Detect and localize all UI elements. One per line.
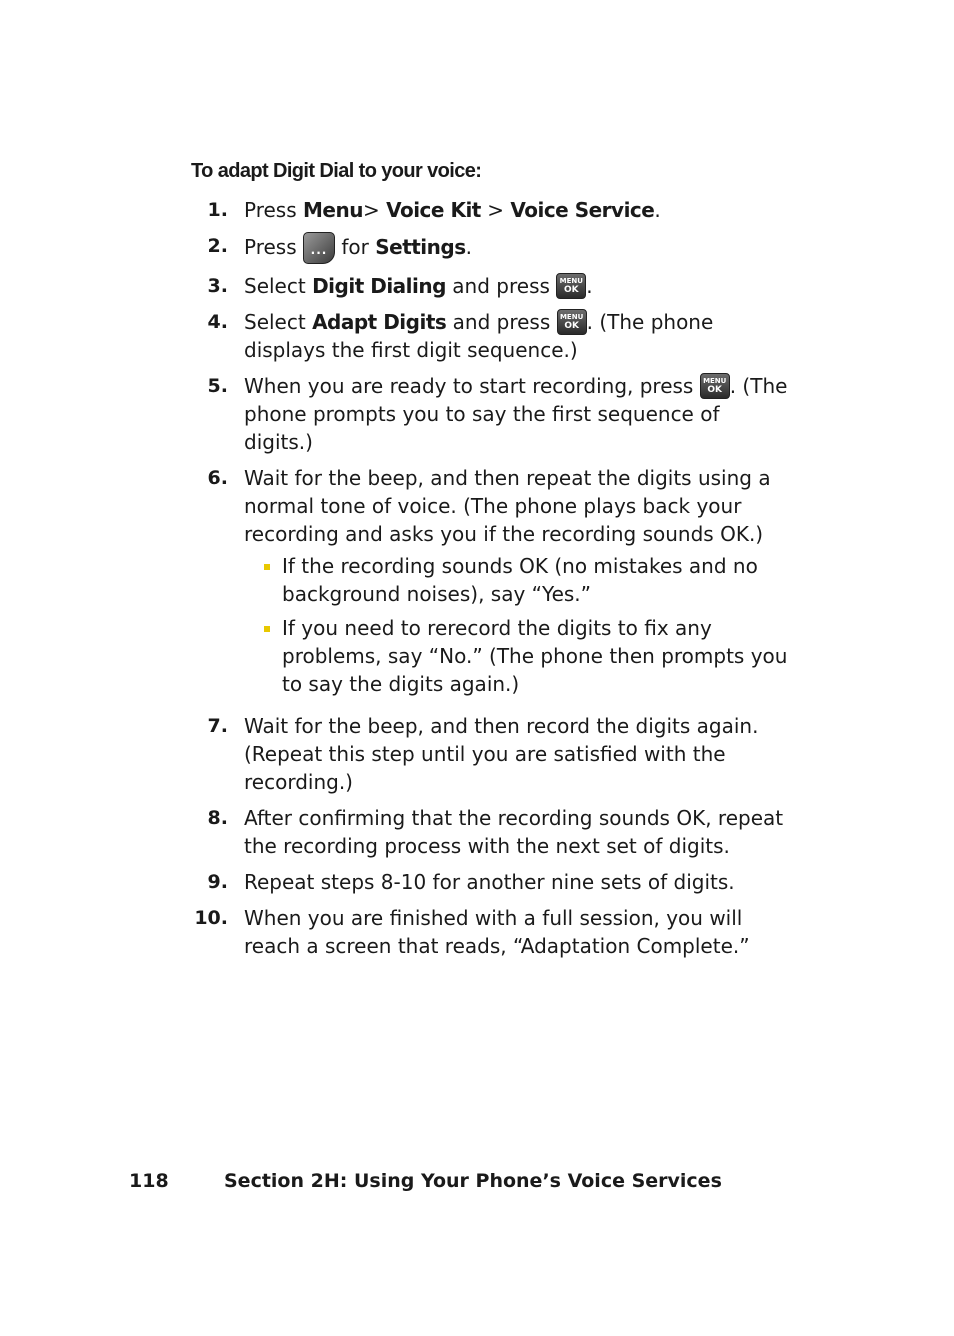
step-4 [190,308,790,364]
text: Wait for the beep, and then repeat the digits using a normal tone of voice. (The phone plays back your recording and asks you if the recording sounds OK.) [244,466,771,546]
step-number: 5. [207,375,228,397]
step-text: Wait for the beep, and then record the digits again. (Repeat this step until you are satisfied with the recording.) [244,714,759,794]
text: Select [244,274,313,298]
step-number: 6. [207,467,228,489]
key-label: MENU [703,377,727,385]
text: for [335,235,376,259]
menu-ok-key-icon [700,373,730,399]
step-7 [190,712,790,796]
key-label: OK [707,385,723,395]
text: . [586,274,593,298]
sub-bullet-list [244,552,789,698]
softkey-dots: ··· [310,246,328,260]
voice-service-label: Voice Service [510,198,655,222]
sub-bullet-text: If the recording sounds OK (no mistakes and no background noises), say “Yes.” [282,554,758,606]
text: and press [445,274,557,298]
sub-bullet [244,552,789,608]
sub-bullet-text: If you need to rerecord the digits to fix any problems, say “No.” (The phone then prompts you to say the digits again.) [282,616,788,696]
procedure-heading: To adapt Digit Dial to your voice: [191,160,482,182]
digit-dialing-label: Digit Dialing [312,274,446,298]
step-number: 1. [207,199,228,221]
step-text [244,464,789,704]
text: Select [244,310,313,334]
step-number: 8. [207,807,228,829]
menu-label: Menu [303,198,363,222]
text: . (The phone prompts you to say the first sequence of digits.) [244,374,788,454]
step-text: When you are finished with a full session, you will reach a screen that reads, “Adaptation Complete.” [244,906,750,958]
text: > [362,198,387,222]
text: and press [446,310,557,334]
text: . (The phone displays the first digit sequence.) [244,310,714,362]
text: > [480,198,511,222]
settings-label: Settings [375,235,466,259]
text: Press [244,198,303,222]
step-2 [190,232,790,264]
step-number: 4. [207,311,228,333]
bullet-icon [264,626,270,632]
voice-kit-label: Voice Kit [386,198,481,222]
step-text [244,372,789,456]
step-number: 2. [207,235,228,257]
step-6 [190,464,790,704]
step-1 [190,196,790,224]
step-5 [190,372,790,456]
key-label: OK [563,285,579,295]
step-3 [190,272,790,300]
key-label: MENU [559,313,584,321]
page-footer [129,1170,722,1192]
steps-list [190,196,790,968]
step-8 [190,804,790,860]
menu-ok-key-icon [556,273,586,299]
step-10 [190,904,790,960]
step-text: Repeat steps 8-10 for another nine sets of digits. [244,870,735,894]
page-number: 118 [129,1170,169,1192]
key-label: MENU [559,277,583,285]
step-number: 10. [194,907,228,929]
sub-bullet [244,614,789,698]
text: . [465,235,472,259]
step-text: After confirming that the recording sounds OK, repeat the recording process with the next set of digits. [244,806,784,858]
softkey-icon [303,232,335,264]
step-9 [190,868,790,896]
bullet-icon [264,564,270,570]
step-number: 3. [207,275,228,297]
step-text [244,196,789,224]
step-text [244,232,789,264]
step-text [244,308,789,364]
text: . [654,198,661,222]
text: When you are ready to start recording, press [244,374,700,398]
text: Press [244,235,303,259]
step-number: 9. [207,871,228,893]
menu-ok-key-icon [557,309,587,335]
step-number: 7. [207,715,228,737]
adapt-digits-label: Adapt Digits [312,310,447,334]
section-title: Section 2H: Using Your Phone’s Voice Services [224,1170,722,1192]
step-text [244,272,789,300]
key-label: OK [564,321,579,331]
